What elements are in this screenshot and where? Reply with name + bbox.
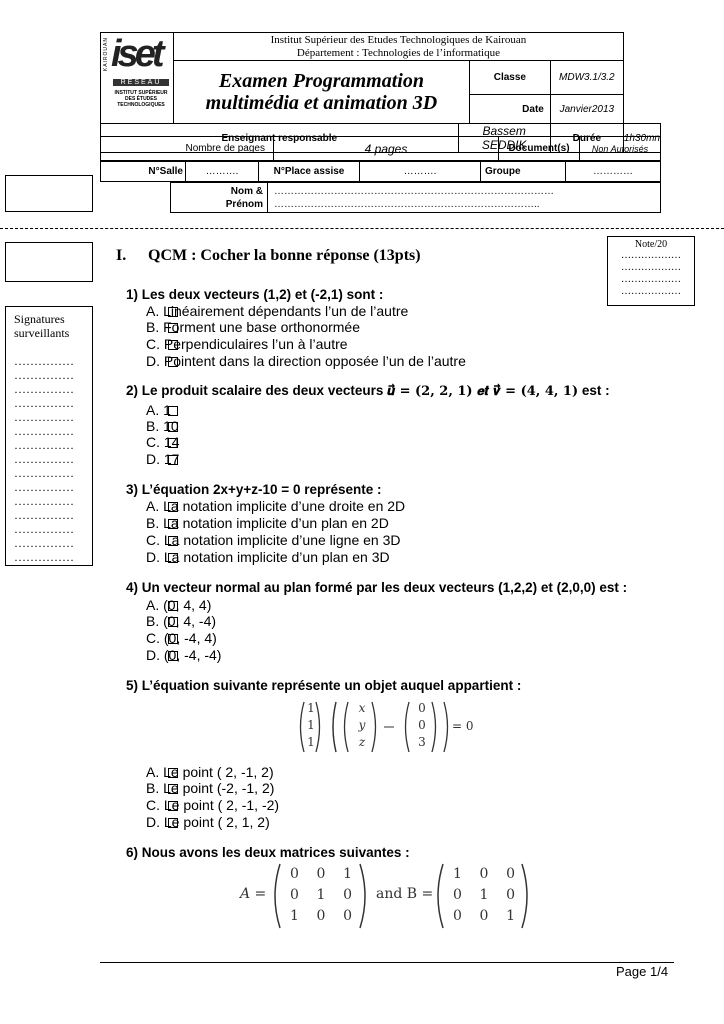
name-label-cell xyxy=(171,183,268,213)
note-line[interactable]: ……………… xyxy=(621,262,681,273)
prenom-field[interactable]: …………………………………………………………………….. xyxy=(274,198,540,210)
signatures-label-1: Signatures xyxy=(14,312,65,326)
eq5-v2-1: y xyxy=(358,718,366,732)
docs-value: Non Autorisés xyxy=(580,137,661,161)
department-name: Département : Technologies de l’informatique xyxy=(296,46,500,59)
matrix-a-row xyxy=(284,885,358,906)
q1-option-c[interactable]: C. Perpendiculaires l’un à l’autre xyxy=(146,336,348,352)
pages-value: 4 pages xyxy=(274,137,499,161)
signatures-label-2: surveillants xyxy=(14,326,70,340)
name-row xyxy=(170,182,661,213)
logo xyxy=(105,35,171,121)
signature-line[interactable]: …………… xyxy=(14,410,74,424)
institute-name: Institut Supérieur des Etudes Technologiques de Kairouan xyxy=(270,33,527,46)
q4-option-a[interactable]: A. (0, 4, 4) xyxy=(146,597,212,613)
signatures-box xyxy=(5,306,93,566)
matrix-b-row xyxy=(447,864,521,885)
matrix-a xyxy=(284,864,358,927)
checkbox-icon[interactable] xyxy=(168,323,178,333)
matrix-b xyxy=(447,864,521,927)
duree-value: 1h30mn xyxy=(623,124,660,153)
signature-line[interactable]: …………… xyxy=(14,368,74,382)
checkbox-icon[interactable] xyxy=(168,519,178,529)
eq5-v3-0: 0 xyxy=(418,701,426,715)
place-value: ………. xyxy=(360,162,481,182)
name-value-cell[interactable] xyxy=(268,183,661,213)
q3-option-b[interactable]: B. La notation implicite d’un plan en 2D xyxy=(146,515,389,531)
q2-option-b[interactable]: B. 10 xyxy=(146,418,179,434)
checkbox-icon[interactable] xyxy=(168,651,178,661)
note-line[interactable]: ……………… xyxy=(621,274,681,285)
q3-option-a[interactable]: A. La notation implicite d’une droite en 2D xyxy=(146,498,406,514)
logo-caption: INSTITUT SUPÉRIEUR DES ÉTUDES TECHNOLOGIQUES xyxy=(114,90,168,108)
section-number: I. xyxy=(116,247,127,264)
classe-label: Classe xyxy=(469,61,550,95)
checkbox-icon[interactable] xyxy=(168,307,178,317)
checkbox-icon[interactable] xyxy=(168,553,178,563)
q1-option-d[interactable]: D. Pointent dans la direction opposée l’un de l’autre xyxy=(146,353,466,369)
matrix-a-cell: 1 xyxy=(343,866,352,882)
matrix-a-cell: 0 xyxy=(290,887,299,903)
logo-side-text: KAIROUAN xyxy=(103,37,109,72)
matrix-a-cell: 0 xyxy=(343,887,352,903)
eq6-a-label: A = xyxy=(240,886,267,902)
teacher-label: Enseignant responsable xyxy=(101,124,459,153)
q5-option-a[interactable]: A. Le point ( 2, -1, 2) xyxy=(146,764,274,780)
eq5-v2-2: z xyxy=(358,735,366,749)
section-title: QCM : Cocher la bonne réponse (13pts) xyxy=(148,247,421,264)
note-lines xyxy=(608,250,694,298)
matrix-b-row xyxy=(447,885,521,906)
signature-line[interactable]: …………… xyxy=(14,522,74,536)
page-number: Page 1/4 xyxy=(616,964,669,979)
matrix-b-cell: 0 xyxy=(453,908,462,924)
checkbox-icon[interactable] xyxy=(168,340,178,350)
matrix-b-cell: 0 xyxy=(453,887,462,903)
salle-row xyxy=(100,161,661,182)
checkbox-icon[interactable] xyxy=(168,768,178,778)
institute-cell xyxy=(174,33,624,61)
signature-line[interactable]: …………… xyxy=(14,452,74,466)
cut-line xyxy=(0,228,724,229)
eq5-v3-1: 0 xyxy=(418,718,426,732)
eq5-rhs: = 0 xyxy=(452,719,474,733)
checkbox-icon[interactable] xyxy=(168,784,178,794)
signature-line[interactable]: …………… xyxy=(14,466,74,480)
docs-label: Document(s) xyxy=(499,137,580,161)
signature-line[interactable]: …………… xyxy=(14,536,74,550)
question-2-math: 𝒖⃗ = (𝟐, 𝟐, 𝟏) 𝒆𝒕 𝒗⃗ = (𝟒, 𝟒, 𝟏) xyxy=(387,384,579,399)
q4-option-b[interactable]: B. (0, 4, -4) xyxy=(146,613,217,629)
note-label: Note/20 xyxy=(634,239,668,250)
signature-line[interactable]: …………… xyxy=(14,550,74,564)
question-3: 3) L’équation 2x+y+z-10 = 0 représente : xyxy=(126,482,382,497)
note-line[interactable]: ……………… xyxy=(621,286,681,297)
eq5-v1-1: 1 xyxy=(307,718,315,732)
checkbox-icon[interactable] xyxy=(168,801,178,811)
groupe-label: Groupe xyxy=(481,162,566,182)
q3-option-d[interactable]: D. La notation implicite d’un plan en 3D xyxy=(146,549,390,565)
matrix-a-row xyxy=(284,906,358,927)
matrix-b-cell: 1 xyxy=(479,887,489,903)
checkbox-icon[interactable] xyxy=(168,406,178,416)
matrix-b-cell: 0 xyxy=(479,908,489,924)
classe-value: MDW3.1/3.2 xyxy=(550,61,623,95)
date-label: Date xyxy=(469,95,550,124)
matrix-b-cell: 1 xyxy=(453,866,462,882)
matrix-a-cell: 0 xyxy=(316,908,326,924)
pages-label: Nombre de pages xyxy=(101,137,274,161)
place-label: N°Place assise xyxy=(259,162,360,182)
question-2: 2) Le produit scalaire des deux vecteurs 𝒖⃗ = (𝟐, 𝟐, 𝟏) 𝒆𝒕 𝒗⃗ = (𝟒, 𝟒, 𝟏) est : xyxy=(126,383,610,399)
checkbox-icon[interactable] xyxy=(168,536,178,546)
eq6-and-label: and B = xyxy=(376,886,434,902)
eq5-v1-2: 1 xyxy=(307,735,315,749)
checkbox-icon[interactable] xyxy=(168,634,178,644)
question-1: 1) Les deux vecteurs (1,2) et (-2,1) sont : xyxy=(126,287,384,302)
logo-banner: RÉSEAU xyxy=(113,79,169,86)
salle-label: N°Salle xyxy=(101,162,186,182)
q5-option-b[interactable]: B. Le point (-2, -1, 2) xyxy=(146,780,275,796)
teacher-value: Bassem SEDDIK xyxy=(458,124,550,153)
q2-option-a[interactable]: A. 1 xyxy=(146,402,171,419)
signature-line[interactable]: …………… xyxy=(14,354,74,368)
checkbox-icon[interactable] xyxy=(168,438,178,448)
eq5-v3-2: 3 xyxy=(418,735,426,749)
checkbox-icon[interactable] xyxy=(168,818,178,828)
eq5-v1-0: 1 xyxy=(307,701,315,715)
q4-option-c[interactable]: C. (0, -4, 4) xyxy=(146,630,217,646)
prenom-label: Prénom xyxy=(225,198,263,210)
q3-option-c[interactable]: C. La notation implicite d’une ligne en 3D xyxy=(146,532,401,548)
signature-line[interactable]: …………… xyxy=(14,508,74,522)
checkbox-icon[interactable] xyxy=(168,455,178,465)
footer-rule xyxy=(100,962,674,963)
matrix-a-cell: 1 xyxy=(290,908,299,924)
matrix-b-cell: 0 xyxy=(479,866,489,882)
matrix-a-cell: 0 xyxy=(290,866,299,882)
checkbox-icon[interactable] xyxy=(168,617,178,627)
groupe-value: ………… xyxy=(566,162,661,182)
logo-mark: iset xyxy=(111,33,161,75)
signature-lines xyxy=(14,354,92,564)
exam-title-cell xyxy=(174,61,470,124)
matrix-b-row xyxy=(447,906,521,927)
q1-option-b[interactable]: B. Forment une base orthonormée xyxy=(146,319,361,335)
logo-cell xyxy=(101,33,174,124)
matrix-a-row xyxy=(284,864,358,885)
q1-option-a[interactable]: A. Linéairement dépendants l’un de l’autre xyxy=(146,303,409,319)
checkbox-icon[interactable] xyxy=(168,502,178,512)
date-value: Janvier2013 xyxy=(550,95,623,124)
eq5-v2-0: x xyxy=(358,701,366,715)
question-6: 6) Nous avons les deux matrices suivantes : xyxy=(126,845,410,860)
nom-field[interactable]: ………………………………………………………………………… xyxy=(274,185,554,197)
q2-option-d[interactable]: D. 17 xyxy=(146,451,180,467)
signature-line[interactable]: …………… xyxy=(14,424,74,438)
matrix-a-cell: 1 xyxy=(316,887,326,903)
signature-line[interactable]: …………… xyxy=(14,438,74,452)
exam-title-1: Examen Programmation xyxy=(218,70,424,92)
duree-label: Durée xyxy=(550,124,623,153)
checkbox-icon[interactable] xyxy=(168,601,178,611)
q4-option-d[interactable]: D. (0, -4, -4) xyxy=(146,647,222,663)
matrix-b-cell: 0 xyxy=(506,866,515,882)
signature-line[interactable]: …………… xyxy=(14,480,74,494)
question-4: 4) Un vecteur normal au plan formé par les deux vecteurs (1,2,2) et (2,0,0) est : xyxy=(126,580,628,595)
matrix-b-cell: 1 xyxy=(506,908,515,924)
q5-option-c[interactable]: C. Le point ( 2, -1, -2) xyxy=(146,797,280,813)
salle-value: ………. xyxy=(186,162,259,182)
note-line[interactable]: ……………… xyxy=(621,250,681,261)
exam-header xyxy=(100,32,661,153)
nom-label: Nom & xyxy=(230,185,263,197)
matrix-b-cell: 0 xyxy=(506,887,515,903)
code-box xyxy=(5,242,93,282)
question-5: 5) L’équation suivante représente un objet auquel appartient : xyxy=(126,678,522,693)
matrix-a-cell: 0 xyxy=(316,866,326,882)
code-box-top xyxy=(5,175,93,212)
q5-option-d[interactable]: D. Le point ( 2, 1, 2) xyxy=(146,814,270,830)
checkbox-icon[interactable] xyxy=(168,422,178,432)
equation-6 xyxy=(240,862,530,930)
signature-line[interactable]: …………… xyxy=(14,494,74,508)
exam-title-2: multimédia et animation 3D xyxy=(205,92,438,114)
checkbox-icon[interactable] xyxy=(168,357,178,367)
signature-line[interactable]: …………… xyxy=(14,396,74,410)
signature-line[interactable]: …………… xyxy=(14,382,74,396)
note-box xyxy=(607,236,695,306)
q2-option-c[interactable]: C. 14 xyxy=(146,434,180,450)
matrix-a-cell: 0 xyxy=(343,908,352,924)
pages-row xyxy=(100,136,661,161)
